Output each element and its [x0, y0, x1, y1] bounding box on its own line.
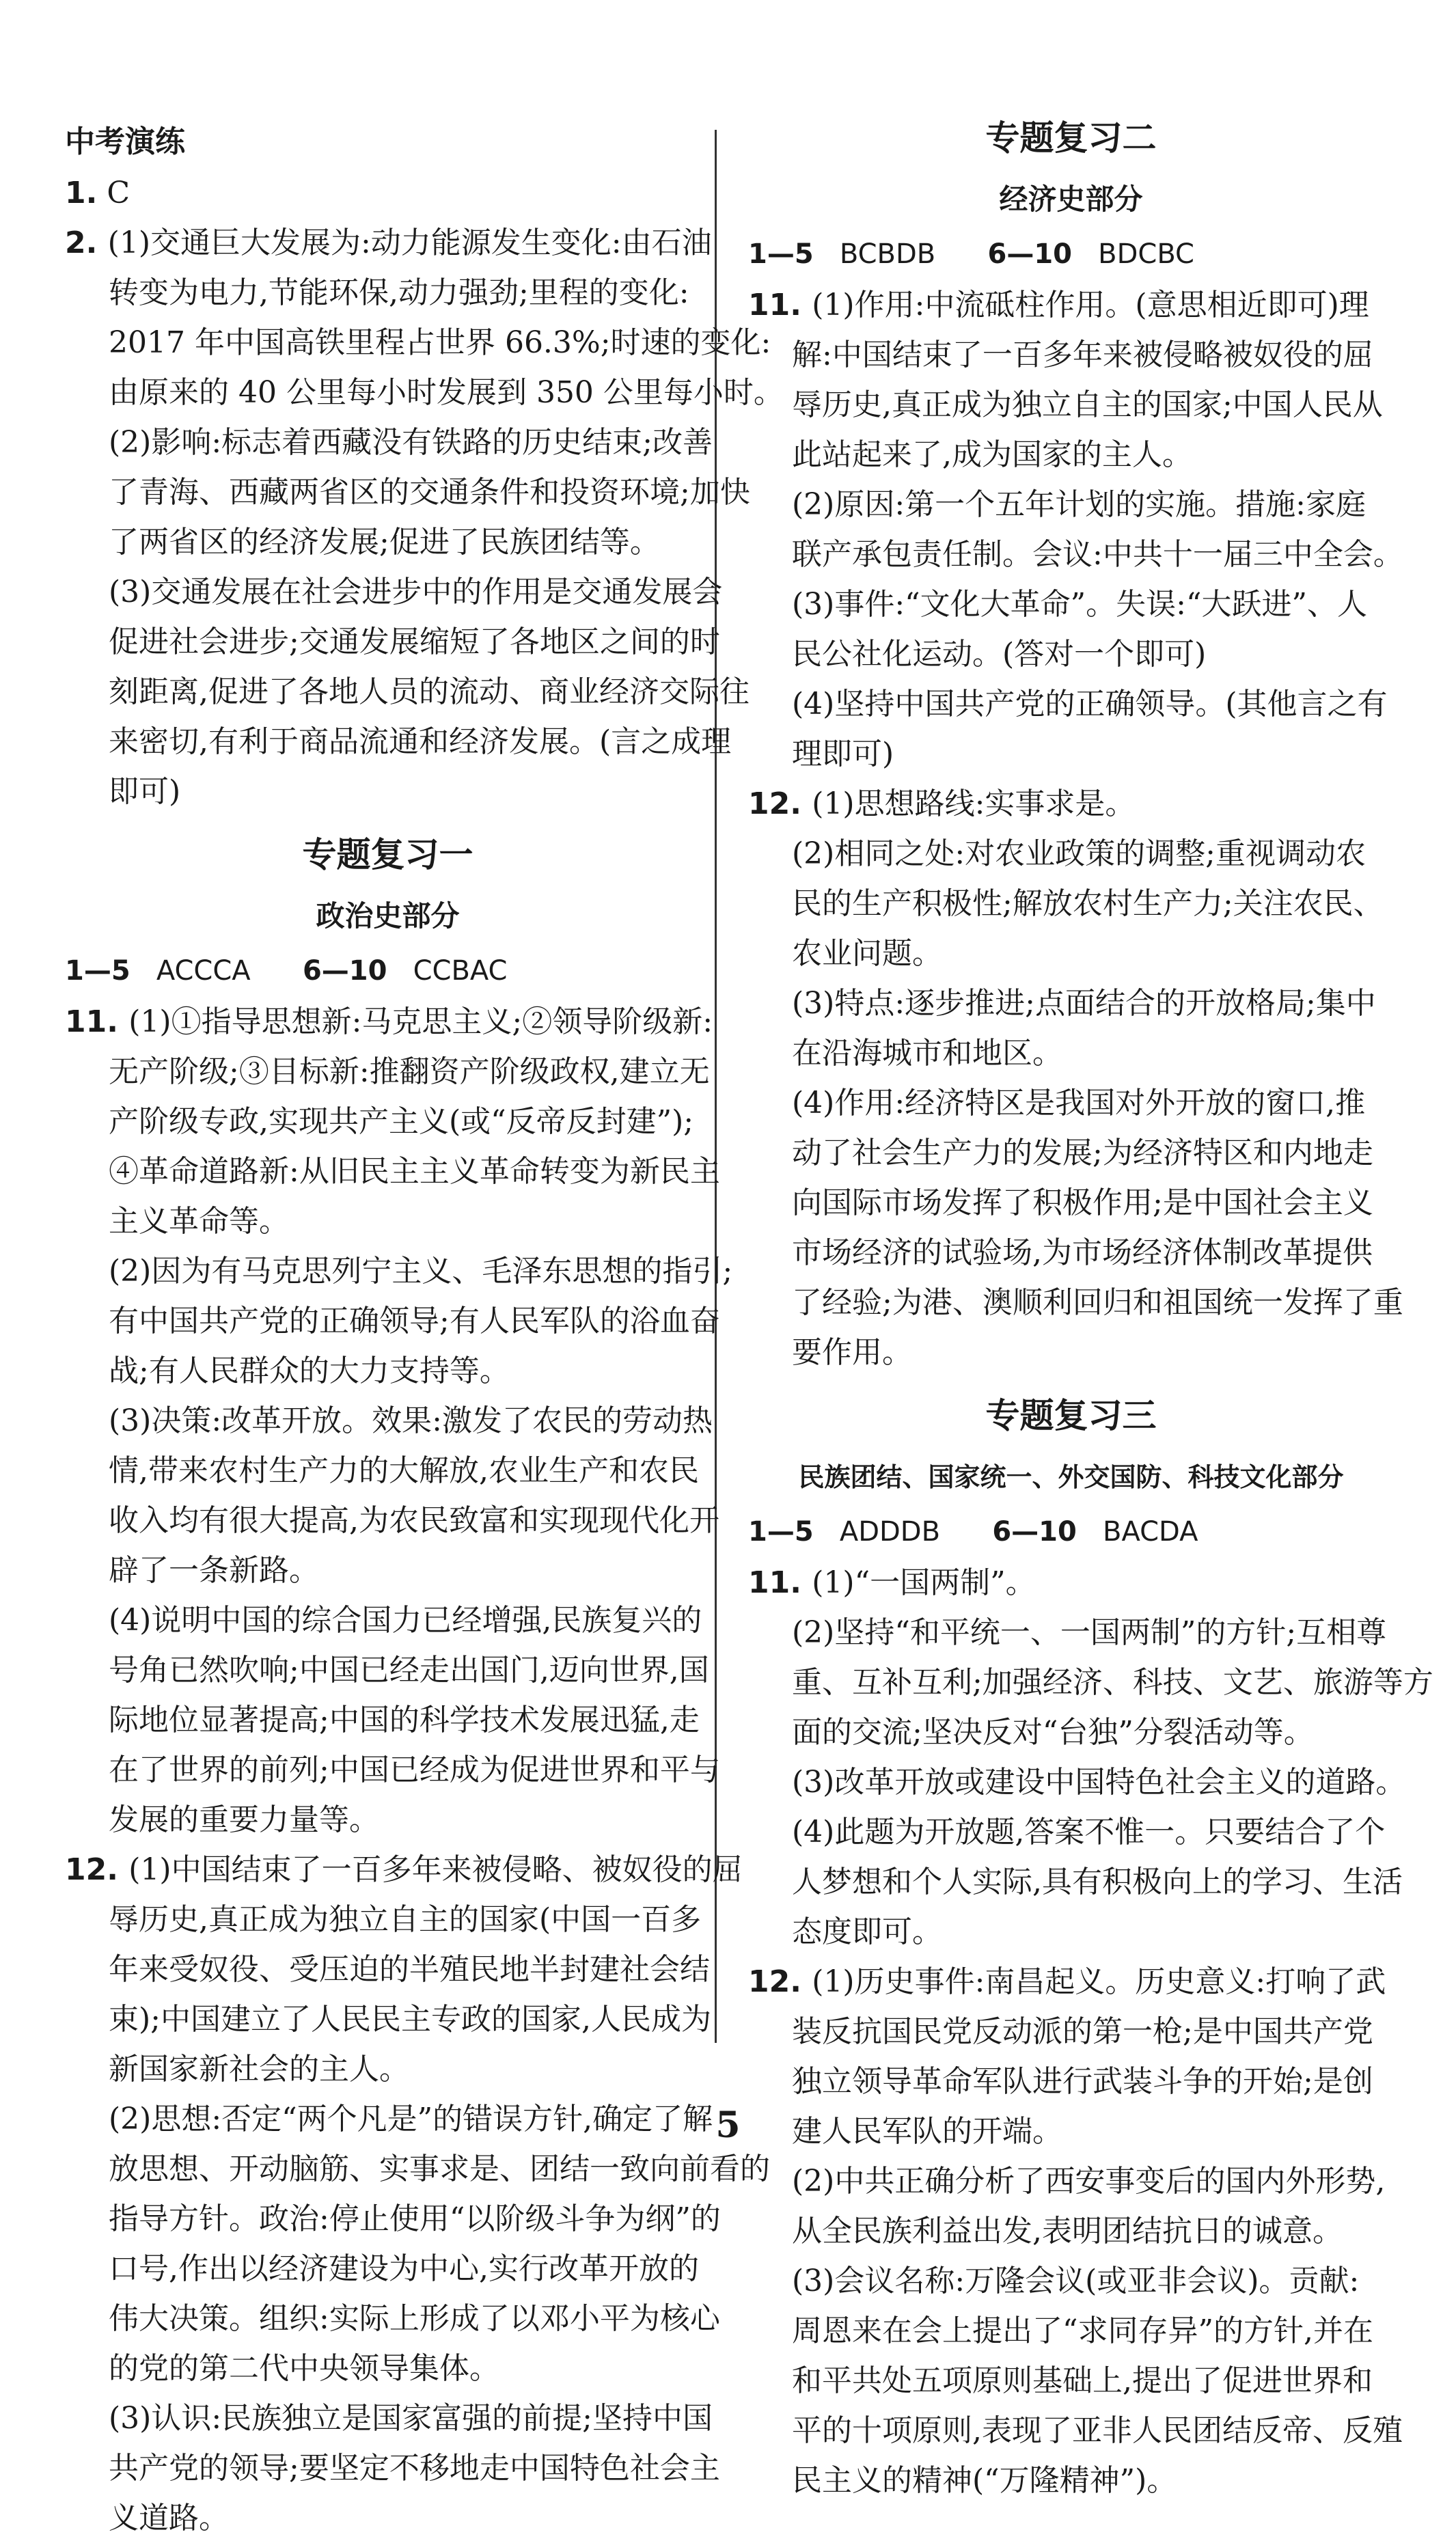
answer-line: 态度即可。 [792, 1914, 942, 1949]
answer-line [748, 280, 1394, 330]
answer-line: 向国际市场发挥了积极作用;是中国社会主义 [792, 1185, 1373, 1220]
answer-line: 市场经济的试验场,为市场经济体制改革提供 [792, 1235, 1373, 1270]
answer-line: (2)因为有马克思列宁主义、毛泽东思想的指引; [109, 1254, 733, 1289]
answer-text: (1)①指导思想新:马克思主义;②领导阶级新: [128, 1004, 713, 1039]
answer-line: (3)认识:民族独立是国家富强的前提;坚持中国 [109, 2401, 713, 2436]
answer-line [65, 997, 711, 1047]
answer-line: 装反抗国民党反动派的第一枪;是中国共产党 [792, 2014, 1373, 2049]
answer-line: ④革命道路新:从旧民主主义革命转变为新民主 [109, 1154, 720, 1189]
answer-line: 在了世界的前列;中国已经成为促进世界和平与 [109, 1752, 720, 1787]
answer-letters: ADDDB [839, 1516, 941, 1548]
answer-line: 在沿海城市和地区。 [792, 1036, 1062, 1071]
answer-line: (3)事件:“文化大革命”。失误:“大跃进”、人 [792, 587, 1367, 622]
answer-line: 辱历史,真正成为独立自主的国家;中国人民从 [792, 387, 1383, 422]
answer-line: 独立领导革命军队进行武装斗争的开始;是创 [792, 2064, 1373, 2099]
answer-line: 即可) [109, 774, 181, 809]
question-number: 12. [748, 1964, 812, 1999]
answer-range: 6—10 [992, 1516, 1077, 1548]
answer-line: 周恩来在会上提出了“求同存异”的方针,并在 [792, 2313, 1373, 2348]
answer-line: (2)坚持“和平统一、一国两制”的方针;互相尊 [792, 1615, 1387, 1650]
answer-line: 平的十项原则,表现了亚非人民团结反帝、反殖 [792, 2413, 1403, 2448]
answer-line: 共产党的领导;要坚定不移地走中国特色社会主 [109, 2451, 720, 2486]
answer-text: (1)作用:中流砥柱作用。(意思相近即可)理 [812, 288, 1369, 322]
section-title-review-3: 专题复习三 [985, 1396, 1157, 1435]
question-number: 12. [748, 786, 812, 821]
answer-line: (2)中共正确分析了西安事变后的国内外形势, [792, 2164, 1386, 2199]
choice-answers-2 [748, 228, 1394, 280]
question-11-block [65, 997, 733, 1845]
answer-line: 农业问题。 [792, 936, 942, 971]
answer-line: 情,带来农村生产力的大解放,农业生产和农民 [109, 1453, 699, 1488]
answer-line: (2)影响:标志着西藏没有铁路的历史结束;改善 [109, 425, 713, 460]
answer-line: 发展的重要力量等。 [109, 1802, 379, 1837]
answer-line: 辟了一条新路。 [109, 1553, 319, 1588]
answer-line [65, 218, 711, 268]
answer-line: (4)说明中国的综合国力已经增强,民族复兴的 [109, 1603, 702, 1638]
answer-range: 6—10 [987, 238, 1072, 270]
answer-line: (2)思想:否定“两个凡是”的错误方针,确定了解 [109, 2102, 713, 2136]
right-column [748, 116, 1433, 2505]
answer-line: 束);中国建立了人民民主专政的国家,人民成为 [109, 2002, 711, 2037]
answer-line: 义道路。 [109, 2501, 229, 2535]
answer-line: 产阶级专政,实现共产主义(或“反帝反封建”); [109, 1104, 694, 1139]
answer-text: (1)思想路线:实事求是。 [812, 786, 1136, 821]
answer-line [748, 1558, 1394, 1608]
answer-line: 由原来的 40 公里每小时发展到 350 公里每小时。 [109, 375, 784, 410]
answer-line: 要作用。 [792, 1335, 912, 1370]
answer-line: 了两省区的经济发展;促进了民族团结等。 [109, 525, 660, 560]
answer-line: 联产承包责任制。会议:中共十一届三中全会。 [792, 537, 1403, 572]
answer-line: 有中国共产党的正确领导;有人民军队的浴血奋 [109, 1304, 720, 1338]
answer-line: 际地位显著提高;中国的科学技术发展迅猛,走 [109, 1703, 700, 1737]
answer-line: 重、互补互利;加强经济、科技、文艺、旅游等方 [792, 1665, 1433, 1700]
question-number: 11. [65, 1004, 129, 1039]
answer-line: 此站起来了,成为国家的主人。 [792, 437, 1192, 472]
section-title-review-2: 专题复习二 [985, 118, 1157, 158]
answer-line: (2)相同之处:对农业政策的调整;重视调动农 [792, 836, 1366, 871]
choice-answers-1 [65, 945, 711, 997]
answer-line: 2017 年中国高铁里程占世界 66.3%;时速的变化: [109, 325, 771, 360]
page-number: 5 [715, 2104, 741, 2146]
question-11-block [748, 1558, 1433, 1957]
question-11-block [748, 280, 1403, 779]
answer-line: 转变为电力,节能环保,动力强劲;里程的变化: [109, 275, 689, 310]
answer-text: (1)中国结束了一百多年来被侵略、被奴役的屈 [128, 1852, 743, 1887]
answer-range: 6—10 [302, 955, 387, 987]
answer-line: 指导方针。政治:停止使用“以阶级斗争为纲”的 [109, 2201, 721, 2236]
answer-range: 1—5 [748, 238, 814, 270]
answer-line: 年来受奴役、受压迫的半殖民地半封建社会结 [109, 1952, 710, 1987]
answer-line: (4)此题为开放题,答案不惟一。只要结合了个 [792, 1815, 1386, 1850]
answer-line: 民的生产积极性;解放农村生产力;关注农民、 [792, 886, 1384, 921]
question-12-block [748, 779, 1403, 1377]
answer-line: (3)交通发展在社会进步中的作用是交通发展会 [109, 575, 723, 609]
answer-line: 收入均有很大提高,为农民致富和实现现代化开 [109, 1503, 719, 1538]
answer-line: 来密切,有利于商品流通和经济发展。(言之成理 [109, 724, 732, 759]
answer-letters: ACCCA [156, 955, 251, 987]
answer-line: 面的交流;坚决反对“台独”分裂活动等。 [792, 1715, 1314, 1750]
answer-line: 建人民军队的开端。 [792, 2114, 1062, 2149]
answer-text: (1)“一国两制”。 [812, 1565, 1036, 1600]
question-number: 12. [65, 1852, 129, 1887]
section-subtitle-politics: 政治史部分 [316, 899, 460, 933]
answer-line: 从全民族利益出发,表明团结抗日的诚意。 [792, 2214, 1343, 2249]
answer-letters: CCBAC [413, 955, 508, 987]
answer-line: 主义革命等。 [109, 1204, 289, 1239]
answer-line: 民主义的精神(“万隆精神”)。 [792, 2463, 1177, 2498]
answer-letters: BCBDB [839, 238, 936, 270]
answer-line: 口号,作出以经济建设为中心,实行改革开放的 [109, 2251, 699, 2286]
answer-line: (2)原因:第一个五年计划的实施。措施:家庭 [792, 487, 1366, 522]
answer-text: (1)交通巨大发展为:动力能源发生变化:由石油 [107, 225, 712, 260]
section-title-review-1: 专题复习一 [302, 835, 473, 875]
answer-letters: BDCBC [1098, 238, 1194, 270]
answer-line: 放思想、开动脑筋、实事求是、团结一致向前看的 [109, 2152, 770, 2186]
answer-range: 1—5 [65, 955, 131, 987]
answer-line: 和平共处五项原则基础上,提出了促进世界和 [792, 2363, 1373, 2398]
answer-line [748, 779, 1394, 829]
answer-line: 解:中国结束了一百多年来被侵略被奴役的屈 [792, 338, 1373, 372]
question-number: 11. [748, 1565, 812, 1600]
section-subtitle-economy: 经济史部分 [999, 182, 1143, 216]
question-number: 11. [748, 288, 812, 322]
answer-line: 理即可) [792, 737, 894, 771]
answer-line: 辱历史,真正成为独立自主的国家(中国一百多 [109, 1902, 702, 1937]
answer-line: 了青海、西藏两省区的交通条件和投资环境;加快 [109, 475, 750, 510]
answer-line: (4)坚持中国共产党的正确领导。(其他言之有 [792, 687, 1388, 721]
answer-line [748, 1957, 1394, 2007]
answer-line: 动了社会生产力的发展;为经济特区和内地走 [792, 1136, 1373, 1170]
answer-line: (4)作用:经济特区是我国对外开放的窗口,推 [792, 1086, 1366, 1121]
left-column [65, 116, 784, 2543]
section-subtitle-unity: 民族团结、国家统一、外交国防、科技文化部分 [798, 1462, 1344, 1492]
answer-line: 无产阶级;③目标新:推翻资产阶级政权,建立无 [109, 1054, 710, 1089]
answer-line: (3)决策:改革开放。效果:激发了农民的劳动热 [109, 1403, 713, 1438]
answer-line [65, 1845, 743, 1895]
answer-line: (3)改革开放或建设中国特色社会主义的道路。 [792, 1765, 1406, 1800]
answer-line: 新国家新社会的主人。 [109, 2052, 409, 2087]
answer-range: 1—5 [748, 1516, 814, 1548]
section-heading-zhongkao: 中考演练 [65, 124, 185, 159]
question-12-block [65, 1845, 770, 2543]
answer-text: (1)历史事件:南昌起义。历史意义:打响了武 [812, 1964, 1386, 1999]
answer-line: 战;有人民群众的大力支持等。 [109, 1353, 510, 1388]
answer-line: 伟大决策。组织:实际上形成了以邓小平为核心 [109, 2301, 720, 2336]
answer-letters: BACDA [1103, 1516, 1198, 1548]
answer-line: 促进社会进步;交通发展缩短了各地区之间的时 [109, 624, 720, 659]
answer-line: (3)特点:逐步推进;点面结合的开放格局;集中 [792, 986, 1376, 1021]
answer-line: 民公社化运动。(答对一个即可) [792, 637, 1207, 672]
answer-line: (3)会议名称:万隆会议(或亚非会议)。贡献: [792, 2264, 1360, 2298]
choice-answers-3 [748, 1506, 1394, 1558]
answer-line: 号角已然吹响;中国已经走出国门,迈向世界,国 [109, 1653, 709, 1688]
answer-line: 了经验;为港、澳顺利回归和祖国统一发挥了重 [792, 1285, 1403, 1320]
answer-line: 人梦想和个人实际,具有积极向上的学习、生活 [792, 1865, 1403, 1899]
question-12-block [748, 1957, 1403, 2505]
answer-line: 刻距离,促进了各地人员的流动、商业经济交际往 [109, 674, 750, 709]
question-1-answer: C [107, 176, 131, 210]
question-1: 1. C [65, 176, 131, 210]
question-number: 2. [65, 225, 108, 260]
answer-line: 的党的第二代中央领导集体。 [109, 2351, 499, 2386]
